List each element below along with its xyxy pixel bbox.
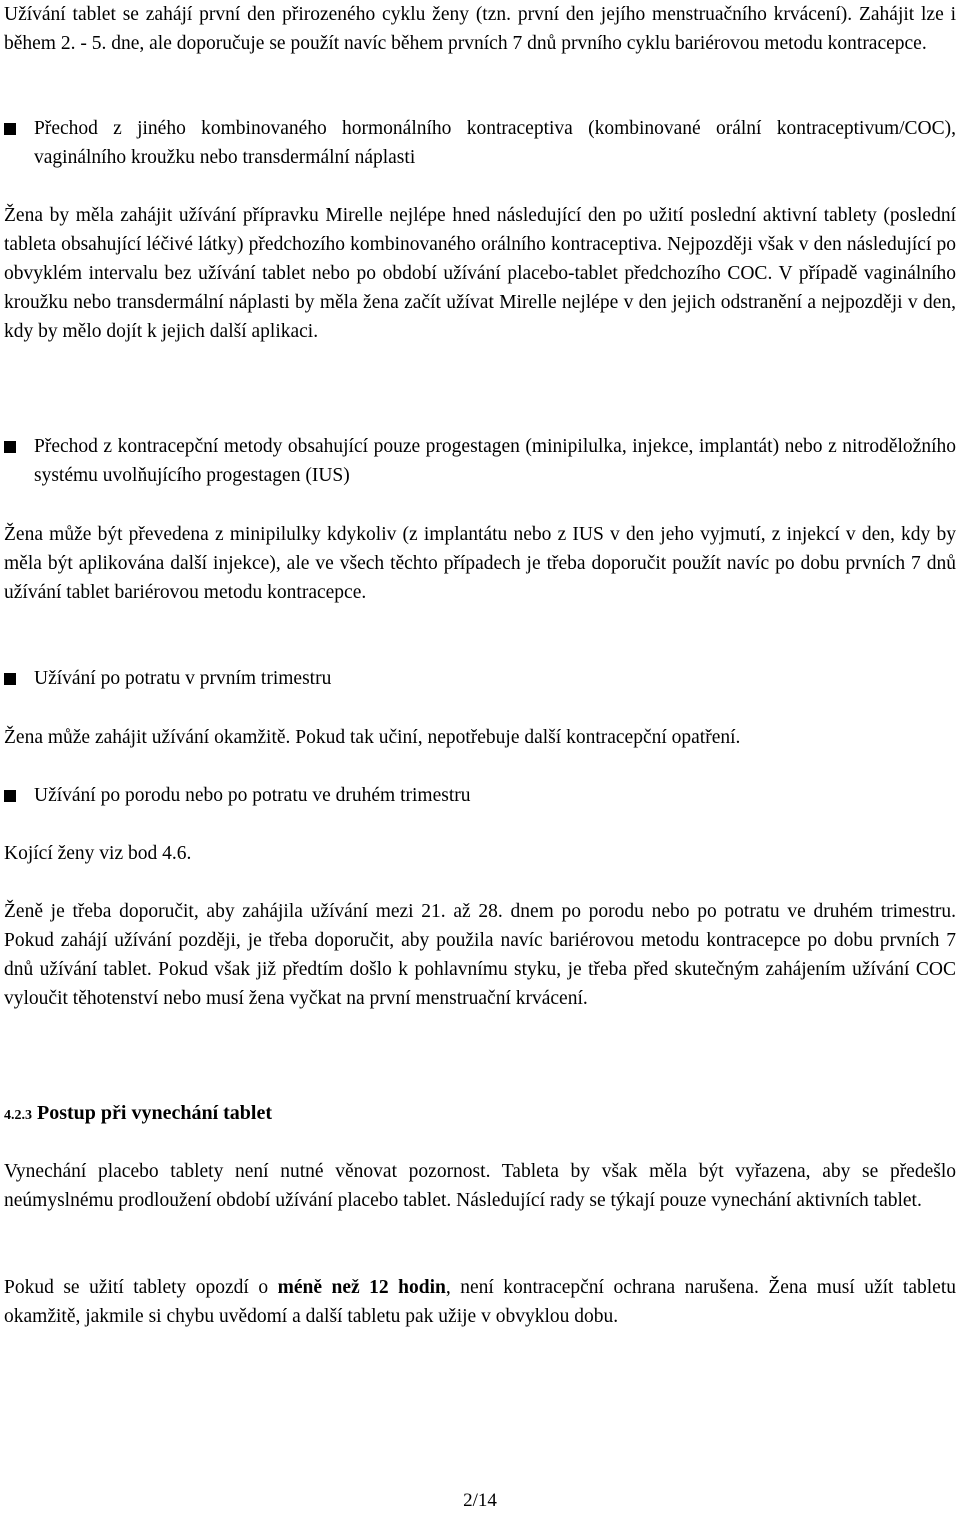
section-body: Žena může být převedena z minipilulky kdykoliv (z implantátu nebo z IUS v den jeho vyjmutí, z injekcí v den, kdy by měla být aplikována další injekce), ale ve všech těchto případech je třeba doporučit použít navíc po dobu prvních 7 dnů užívání tablet bariérovou metodu kontracepce.	[4, 524, 956, 603]
page-number: 2/14	[463, 1490, 497, 1511]
section-number: 4.2.3	[4, 1108, 32, 1123]
delay-text-end: , není kontracepční ochrana narušena. Žena musí užít tabletu okamžitě, jakmile si chybu uvědomí a další tabletu pak užije v obvyklou dobu.	[4, 1277, 956, 1327]
missed-placebo-paragraph: Vynechání placebo tablety není nutné věnovat pozornost. Tableta by však měla být vyřazena, aby se předešlo neúmyslnému prodloužení období užívání placebo tablet. Následující rady se týkají pouze vynechání aktivních tablet.	[4, 1161, 956, 1211]
section-body: Žena by měla zahájit užívání přípravku Mirelle nejlépe hned následující den po užití poslední aktivní tablety (poslední tableta obsahující léčivé látky) předchozího kombinovaného orálního kontraceptiva. Nejpozději však v den následující po obvyklém intervalu bez užívání tablet nebo po období užívání placebo-tablet předchozího COC. V případě vaginálního kroužku nebo transdermální náplasti by měla žena začít užívat Mirelle nejlépe v den jejich odstranění a nejpozději v den, kdy by mělo dojít k jejich další aplikaci.	[4, 205, 956, 342]
section-heading-title: Postup při vynechání tablet	[37, 1102, 273, 1124]
delay-paragraph	[4, 1273, 956, 1331]
section-title: Užívání po potratu v prvním trimestru	[34, 668, 332, 689]
delay-threshold: méně než 12 hodin	[277, 1277, 446, 1298]
section-title: Užívání po porodu nebo po potratu ve druhém trimestru	[34, 785, 471, 806]
section-body: Ženě je třeba doporučit, aby zahájila užívání mezi 21. až 28. dnem po porodu nebo po potratu ve druhém trimestru. Pokud zahájí užívání později, je třeba doporučit, aby použila navíc bariérovou metodu kontracepce po dobu prvních 7 dnů užívání tablet. Pokud však již předtím došlo k pohlavnímu styku, je třeba před skutečným zahájením užívání COC vyloučit těhotenství nebo musí žena vyčkat na první menstruační krvácení.	[4, 901, 956, 1009]
section-title: Přechod z jiného kombinovaného hormonálního kontraceptiva (kombinované orální kontraceptivum/COC), vaginálního kroužku nebo transdermální náplasti	[34, 118, 956, 168]
delay-text-start: Pokud se užití tablety opozdí o	[4, 1277, 278, 1298]
intro-paragraph: Užívání tablet se zahájí první den přirozeného cyklu ženy (tzn. první den jejího menstruačního krvácení). Zahájit lze i během 2. - 5. dne, ale doporučuje se použít navíc během prvních 7 dnů prvního cyklu bariérovou metodu kontracepce.	[4, 4, 956, 54]
section-body: Kojící ženy viz bod 4.6.	[4, 843, 192, 864]
section-body: Žena může zahájit užívání okamžitě. Pokud tak učiní, nepotřebuje další kontracepční opatření.	[4, 727, 741, 748]
section-title: Přechod z kontracepční metody obsahující pouze progestagen (minipilulka, injekce, implantát) nebo z nitroděložního systému uvolňujícího progestagen (IUS)	[34, 436, 956, 486]
section-heading-4-2-3	[4, 1099, 272, 1130]
